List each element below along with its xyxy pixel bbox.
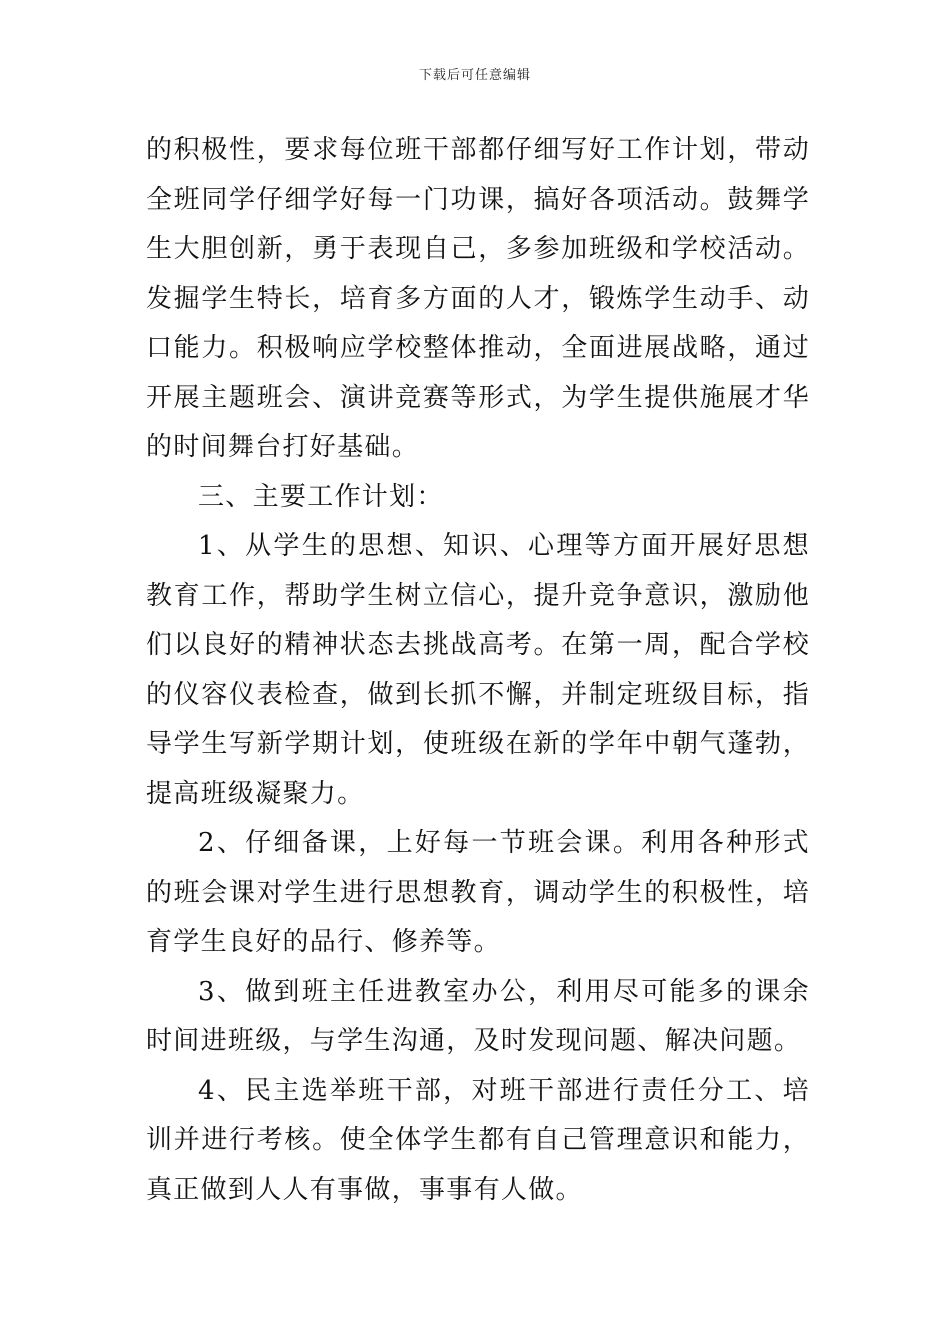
paragraph-continuation: 的积极性，要求每位班干部都仔细写好工作计划，带动全班同学仔细学好每一门功课，搞好各项活动。鼓舞学生大胆创新，勇于表现自己，多参加班级和学校活动。发掘学生特长，培育多方面的人才，锻炼学生动手、动口能力。积极响应学校整体推动，全面进展战略，通过开展主题班会、演讲竞赛等形式，为学生提供施展才华的时间舞台打好基础。 (146, 135, 810, 462)
document-body (146, 126, 810, 1215)
page-header-note: 下载后可任意编辑 (418, 68, 531, 83)
plan-item-4: 4、民主选举班干部，对班干部进行责任分工、培训并进行考核。使全体学生都有自己管理意识和能力，真正做到人人有事做，事事有人做。 (146, 1075, 810, 1205)
plan-item-2: 2、仔细备课，上好每一节班会课。利用各种形式的班会课对学生进行思想教育，调动学生的积极性，培育学生良好的品行、修养等。 (146, 828, 810, 957)
plan-item-1: 1、从学生的思想、知识、心理等方面开展好思想教育工作，帮助学生树立信心，提升竞争意识，激励他们以良好的精神状态去挑战高考。在第一周，配合学校的仪容仪表检查，做到长抓不懈，并制定班级目标，指导学生写新学期计划，使班级在新的学年中朝气蓬勃，提高班级凝聚力。 (146, 531, 810, 809)
section-heading: 三、主要工作计划： (198, 481, 444, 512)
plan-item-3: 3、做到班主任进教室办公，利用尽可能多的课余时间进班级，与学生沟通，及时发现问题、解决问题。 (146, 976, 810, 1056)
